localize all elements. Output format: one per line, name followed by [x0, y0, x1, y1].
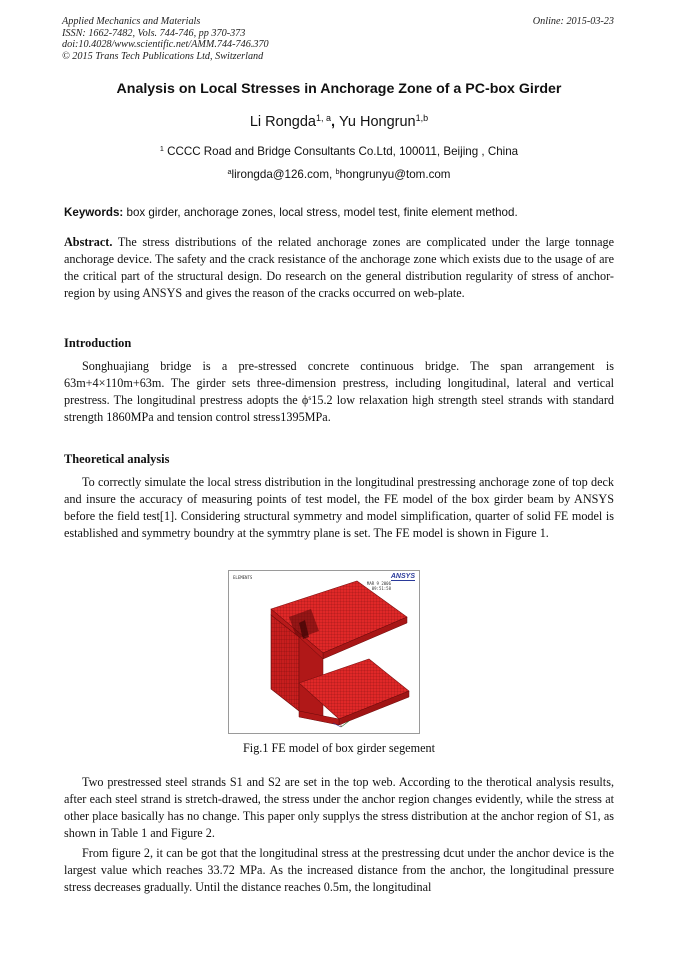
abstract: [64, 234, 614, 302]
author-line: [0, 114, 678, 130]
figure-tag-left: ELEMENTS: [233, 575, 253, 580]
ansys-logo: ANSYS: [390, 573, 415, 580]
author-1-name: Li Rongda: [249, 114, 316, 130]
affiliation-text: CCCC Road and Bridge Consultants Co.Ltd, 100011, Beijing , China: [163, 145, 519, 158]
intro-text-before: Songhuajiang bridge is a pre-stressed concrete continuous bridge. The span arrangement is 63m+4×110m+63m. The girder sets three-dimension prestress, including longitudinal, lateral and vertical prestress. The longitudinal prestress adopts the: [64, 359, 614, 407]
affiliation-sup: 1: [159, 144, 164, 154]
email-b-sup: b: [335, 167, 340, 177]
doi-line[interactable]: doi:10.4028/www.scientific.net/AMM.744-746.370: [62, 39, 269, 51]
fe-model-figure: [228, 570, 420, 734]
figure-tag-time: 09:51:58: [371, 586, 391, 591]
keywords: [64, 206, 624, 219]
abstract-text: The stress distributions of the related anchorage zones are complicated under the large tonnage anchorage device. The safety and the crack resistance of the anchorage zone which exists due to the usage of are the critical part of the structural design. Do research on the general distribution regularity of stress of anchor-region by using ANSYS and gives the reason of the cracks occurred on web-plate.: [64, 235, 614, 300]
fe-mesh-drawing: [229, 571, 419, 733]
paper-title: Analysis on Local Stresses in Anchorage Zone of a PC-box Girder: [116, 81, 562, 97]
affiliation: [0, 145, 678, 158]
keywords-text: box girder, anchorage zones, local stress, model test, finite element method.: [123, 206, 518, 219]
introduction-paragraph: [64, 358, 614, 426]
author-emails: [0, 168, 678, 181]
keywords-label: Keywords:: [64, 206, 124, 219]
figure-tag-date: MAR 9 2006: [366, 581, 391, 586]
author-separator: ,: [330, 114, 340, 130]
email-b[interactable]: hongrunyu@tom.com: [339, 168, 451, 181]
body-paragraph-2: From figure 2, it can be got that the longitudinal stress at the prestressing dcut under the anchor device is the largest value which reaches 33.72 MPa. As the increased distance from the anchor, the longitudinal pressure stress decreases gradually. Until the distance reaches 0.5m, the longitudinal: [64, 846, 614, 894]
phi-sup: s: [308, 392, 312, 402]
email-a[interactable]: lirongda@126.com,: [231, 168, 336, 181]
author-2-name: Yu Hongrun: [339, 114, 416, 130]
journal-name: Applied Mechanics and Materials: [62, 16, 201, 27]
author-1-sup: 1, a: [315, 113, 331, 124]
email-a-sup: a: [227, 167, 232, 177]
author-2-sup: 1,b: [415, 113, 429, 124]
journal-header: [62, 16, 269, 62]
online-date: Online: 2015-03-23: [532, 16, 614, 27]
abstract-label: Abstract.: [64, 235, 113, 249]
theoretical-paragraph: To correctly simulate the local stress distribution in the longitudinal prestressing anchorage zone of top deck and insure the accuracy of measuring points of test model, the FE model of the box girder beam by ANSYS before the field test[1]. Considering structural symmetry and model simplification, quarter of solid FE model is established and symmetry boundry at the symmtry plane is set. The FE model is shown in Figure 1.: [64, 475, 614, 540]
copyright-line: © 2015 Trans Tech Publications Ltd, Switzerland: [62, 50, 264, 62]
intro-text-after: 15.2 low relaxation high strength steel strands with standard strength 1860MPa and tension control stress1395MPa.: [64, 393, 614, 424]
issn-line: ISSN: 1662-7482, Vols. 744-746, pp 370-373: [62, 27, 246, 39]
phi-symbol: ϕ: [301, 393, 309, 407]
introduction-heading: Introduction: [64, 336, 132, 350]
theoretical-heading: Theoretical analysis: [64, 452, 170, 466]
body-paragraph-1: Two prestressed steel strands S1 and S2 are set in the top web. According to the therotical analysis results, after each steel strand is stretch-drawed, the stress under the anchor region changes evidently, while the stress at other place basically has no change. This paper only supplys the stress distribution at the anchor region of S1, as shown in Table 1 and Figure 2.: [64, 775, 614, 840]
figure-caption: Fig.1 FE model of box girder segement: [243, 741, 435, 755]
